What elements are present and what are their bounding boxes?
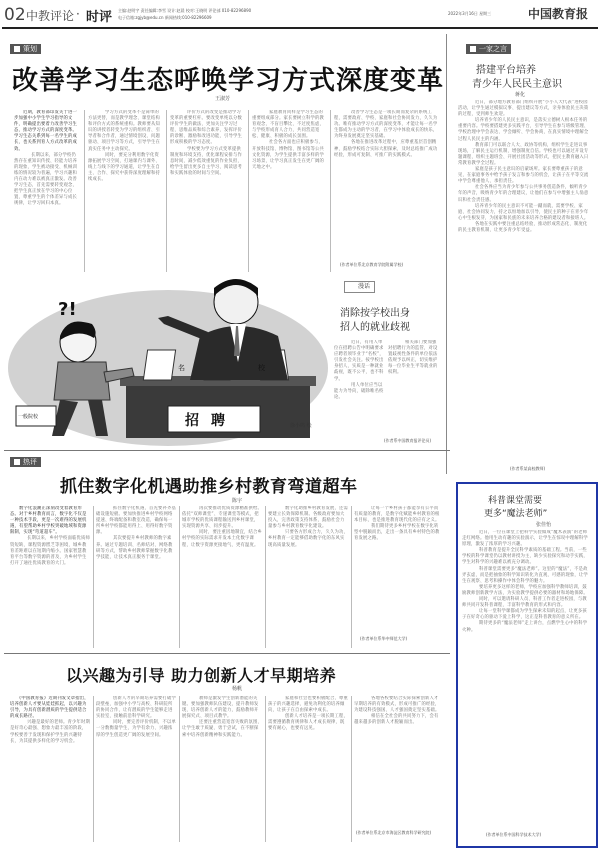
card-left: [143, 350, 175, 380]
side-headline-2: 青少年人民民主意识: [472, 79, 562, 90]
third-col-5: 各地各校要结合实际探索创新人才早期培养的有效模式，形成可推广的经验，为建设科技强国、人才强国奠定坚实基础。 相信在全社会的共同努力下，会有越来越多的创新人才脱颖而出。: [354, 696, 440, 726]
second-headline: 抓住数字化机遇助推乡村教育弯道超车: [60, 477, 358, 497]
lead-col-4: 家庭教育同样是学习生态的重要组成部分。家长要树立科学的教育观念，不盲目攀比、不过度焦虑，与学校形成育人合力，共同营造宽松、健康、积极的成长氛围。 社会各方面也应积极参与，开放科技馆、博物馆、图书馆等公共文化资源，为学生提供丰富多样的学习场景，让学习真正发生在更广阔的天地之中。: [252, 110, 324, 170]
section-label-cartoon: 漫话: [344, 281, 375, 293]
side-divider: [446, 34, 447, 474]
lead-headline: 改善学习生态呼唤学习方式深度变革: [12, 66, 445, 96]
boxed-headline-1: 科普课堂需要: [488, 496, 543, 506]
side-author: 蒋化: [515, 92, 526, 98]
lead-author: 王淑芳: [215, 96, 231, 102]
divider: [330, 110, 331, 272]
second-col-2: 抓住数字化机遇，首先要补齐基础设施短板。要加快推进乡村学校网络提速、终端配备和教室改造，确保每一所乡村学校都能用得上、用得好数字资源。 其次要提升乡村教师的数字素养。通过专题培训、名师结对、网络教研等方式，帮助乡村教师掌握数字化教学技能，让技术真正服务于课堂。: [96, 506, 176, 560]
document-label: 一般院校: [18, 414, 39, 420]
third-col-2: 创新人才的早期培养需要打破学段壁垒，加强中小学与高校、科研院所的协同合作，让有潜质的学生能够走进实验室，接触前沿科学研究。 同时，要完善评价机制，不以单一分数衡量学生，为学有余力、兴趣浓厚的学生创造更广阔的发展空间。: [96, 696, 176, 738]
lead-footnote: (作者单位系北京教育学院附属学校): [340, 262, 404, 267]
divider: [84, 110, 85, 272]
lead-col-2: 学习方式的变革不是简单的方法更替，而是教学理念、课堂结构和评价方式的系统重构。教师要从知识的讲授者转变为学习的组织者、引导者和合作者，通过情境创设、问题驱动、项目学习等方式，引导学生在真实任务中主动探究。 同时，要充分利用数字化资源拓展学习空间，打通课内与课外、线上与线下的学习通道，让学生在自主、合作、探究中获得深度理解和持续成长。: [88, 110, 160, 183]
cartoon-illustration: [8, 276, 328, 446]
section-dot: ·: [76, 7, 80, 21]
divider: [93, 696, 94, 842]
lead-col-5: 改善学习生态是一项长期而复杂的系统工程，需要政府、学校、家庭和社会协同发力，久久为功。唯有推动学习方式的深度变革，才能让每一名学生都成为主动的学习者，在学习中体验成长的快乐，为终身发展奠定坚实基础。 各地在推进改革过程中，应尊重基层首创精神，鼓励学校结合实际大胆探索，及时总结推广成功经验，形成可复制、可推广的实践模式。: [334, 110, 438, 158]
divider: [248, 110, 249, 272]
lead-col-1: 近期，教育部印发关于进一步加强中小学生学习指导的文件，明确提出要着力改善学习生态，推动学习方式的深度变革。学习生态关系到每一名学生的成长，也关系到育人方式改革的成效。 长期以来，部分学校仍然存在重知识传授、轻能力培养的现象，学生被动接受、机械训练的情况较为普遍，学习兴趣和内在动力难以被真正激发。改善学习生态，首先需要转变观念，把学生真正放在学习的中心位置，尊重学生的个体差异与成长规律，让学习回归本真。: [14, 110, 77, 207]
masthead-info-1: 主编:赵明宇 责任编辑:李雪 设计:赵晨 校对:王晓明 评论部 010-82296890: [118, 8, 252, 13]
section-main: 中教评论: [26, 9, 75, 23]
cartoon-footnote: (作者系中国教育报评论员): [384, 438, 432, 443]
page-number: 02: [4, 5, 26, 25]
side-headline-1: 搭建平台培养: [476, 65, 536, 76]
masthead-rule: [2, 27, 598, 29]
third-col-4: 家庭和社会也要积极配合，尊重孩子的兴趣选择，避免功利化的培养倾向，让孩子在自由探索中成长。 创新人才培养是一项长期工程，需要遵循教育规律和人才成长规律，既要有耐心，也要有远见。: [268, 696, 348, 732]
section-label-mid: 热评: [10, 457, 41, 467]
divider: [265, 506, 266, 648]
cartoon-comment-col-2: 相关部门要加强对招聘行为的监管，对设置歧视性条件的单位依法依规予以纠正，切实维护每一位毕业生平等就业的权利。: [388, 340, 438, 376]
cartoon-artist: 徐小鸣 绘: [290, 423, 312, 429]
divider: [179, 506, 180, 648]
masthead: [0, 0, 600, 26]
applicant-body: [54, 362, 110, 400]
second-col-5: 让每一个乡村孩子都能享有公平而有质量的教育，是数字化赋能乡村教育的根本目标，也是推进教育现代化的应有之义。 我们期待更多乡村学校在数字化转型中脱颖而出，走出一条具有乡村特色的教育发展之路。: [354, 506, 440, 542]
second-footnote: (作者单位系华中师范大学): [360, 636, 408, 641]
divider: [351, 506, 352, 648]
section-label-top: 策划: [10, 44, 41, 54]
boxed-col: 近日，一位在课堂上把科学实验做成“魔术表演”的老师走红网络。他用生动有趣的实验演示，让学生在惊叹中理解科学原理，激发了浓厚的学习兴趣。 科普教育是提升全民科学素质的基础工程。当前，一些学校的科学课堂仍以教材讲授为主，缺少实验探究和动手实践，学生对科学的兴趣难以被充分调动。 科普课堂需要更多“魔法老师”。这里的“魔法”，不是故弄玄虚，而是把抽象的科学知识转化为直观、可感的现象，让学生在观察、思考和操作中体会科学的魅力。 要培养更多这样的老师，学校应加强科学教师培训，鼓励教师创新教学方法，为实验教学提供必要的器材和场地保障。 同时，可以邀请科研人员、科普工作者走进校园，与教师共同开发科普课程，丰富科学教育的形式和内容。 让每一堂科学课都成为学生探索未知的起点，让更多孩子在好奇心的驱动下爱上科学，这正是科普教育的意义所在。 期待更多的“魔法老师”走上讲台，点燃学生心中的科学火种。: [462, 530, 588, 633]
card-left-label: 名: [178, 364, 185, 372]
boxed-headline-2: 更多“魔法老师”: [484, 509, 548, 519]
third-col-3: 教师是激发学生创新潜能的关键。要加强教师队伍建设，提升教师发现、培养创新人才的能力，鼓励教师开展探究式、项目式教学。 还要注重营造宽容失败的氛围，让学生敢于质疑、勇于尝试，在不断探索中培养创新精神和实践能力。: [182, 696, 262, 738]
divider: [166, 110, 167, 272]
section-rule: [4, 450, 450, 451]
third-author: 杨帆: [232, 686, 243, 692]
question-marks: ?!: [58, 299, 77, 320]
second-col-1: 数字化浪潮正深刻改变着教育形态。对于乡村教育而言，数字化不仅是一种技术手段，更是一次难得的发展机遇，有望帮助乡村学校突破地域和资源限制，实现“弯道超车”。 长期以来，乡村学校面临优质师资短缺、课程资源匮乏等困境，城乡教育差距难以在短期内缩小。国家智慧教育平台等数字资源的普及，为乡村学生打开了通往优质教育的大门。: [10, 506, 90, 566]
divider: [265, 696, 266, 842]
divider: [179, 696, 180, 842]
divider: [93, 506, 94, 648]
cartoon-comment-col-1: 近日，有用人单位在招聘公告中明确要求应聘者须毕业于“名校”，引发社会关注。按学校出身招人，实质是一种就业歧视，既不公平，也不科学。 用人单位应当以能力为导向，破除唯名校论。: [334, 340, 384, 400]
lead-col-3: 评价方式的改变是推动学习变革的重要杠杆。要改变单纯以分数评价学生的做法，更加关注学习过程、思维品质和综合素养，发挥评价的诊断、激励和改进功能，引导学生形成积极的学习态度。 学校要为学习方式变革提供制度和环境支持，优化课程安排与作息时间，减少低效重复的作业负担，给学生留出更多自主学习、阅读思考和实践体验的时间与空间。: [170, 110, 242, 176]
second-col-3: 再次要推动优质资源精准供给。依托“双师课堂”、专递课堂等模式，把城市学校的优质课程输送到乡村课堂，实现资源共享、同步提升。 同时，要注重因地制宜，结合乡村学校的实际需求开发本土化数字课程，让数字资源更接地气、更有温度。: [182, 506, 262, 548]
section-rule: [4, 653, 450, 654]
second-author: 陈宇: [232, 498, 243, 504]
masthead-info-2: 电子信箱:zgjyb@edu.cn 新闻热线:010-82296609: [118, 15, 212, 20]
masthead-date: 2022年3月16日 星期三: [448, 11, 492, 16]
section-label-side: 一家之言: [466, 44, 511, 54]
section-sub: 时评: [86, 10, 113, 25]
cartoon-headline-2: 招人的就业歧视: [340, 322, 410, 333]
card-right-label: 校: [258, 364, 265, 372]
newspaper-logo: 中国教育报: [528, 7, 589, 21]
second-col-4: 数字化助推乡村教育发展，还需要建立长效保障机制。各级政府要加大投入，完善政策支持体系，鼓励社会力量参与乡村教育数字化建设。 只要各方形成合力，久久为功，乡村教育一定能够借助数字化的东风实现高质量发展。: [268, 506, 348, 548]
third-footnote: (作者单位系北京市海淀区教育科学研究院): [356, 830, 432, 835]
side-col: 近日，部分地方教育部门组织开展“小小人大代表”进校园活动，让学生通过模拟议事、提出建议等方式，亲身体验民主决策的过程，受到师生欢迎。 培养青少年的人民民主意识，是落实立德树人根本任务的重要内容。学校要搭建更多实践平台，引导学生在参与班级管理、学校治理中学会表达、学会倾听、学会协商，在真实情境中理解全过程人民民主的内涵。 教育部门可以联合人大、政协等机构，组织学生走进议事现场，了解民主运行机制，增强制度自信。学校也可以通过开设专题课程、组织主题班会、开展社团活动等形式，把民主教育融入日常教育教学全过程。 家庭是孩子民主意识的启蒙场所。家长要尊重孩子的意见，在家庭事务中给予孩子发言和参与的机会，让孩子在平等交流中学会尊重他人、承担责任。 社会各界应当为青少年参与公共事务创造条件，倾听青少年的声音，吸纳青少年的合理建议，让他们在参与中增强主人翁意识和社会责任感。 培养青少年的民主意识不可能一蹴而就，需要学校、家庭、社会协同发力，持之以恒地加以引导，使民主的种子在青少年心中生根发芽，为国家和民族的未来培养合格的建设者和接班人。 各地在实践中要注重总结经验，推动形成常态化、制度化的民主教育机制，让更多青少年受益。: [458, 100, 589, 233]
side-footnote: (作者系某高校教师): [510, 466, 546, 471]
desk-sign: 招聘: [185, 413, 237, 429]
boxed-author: 张佳怡: [536, 522, 552, 528]
third-col-1: 《中国教育报》近期刊发文章指出，培养创新人才要从娃娃抓起，以兴趣为引导，为具有创新潜质的学生提供适合的成长路径。 兴趣是最好的老师。青少年时期是好奇心最强、想象力最丰富的阶段，学校要善于发现和保护学生的兴趣特长，为其提供多样化的学习机会。: [10, 696, 90, 744]
cartoon-headline-1: 消除按学校出身: [340, 308, 410, 319]
boxed-footnote: (作者单位系中国科学技术大学): [486, 832, 542, 837]
divider: [351, 696, 352, 842]
third-headline: 以兴趣为引导 助力创新人才早期培养: [66, 666, 337, 685]
